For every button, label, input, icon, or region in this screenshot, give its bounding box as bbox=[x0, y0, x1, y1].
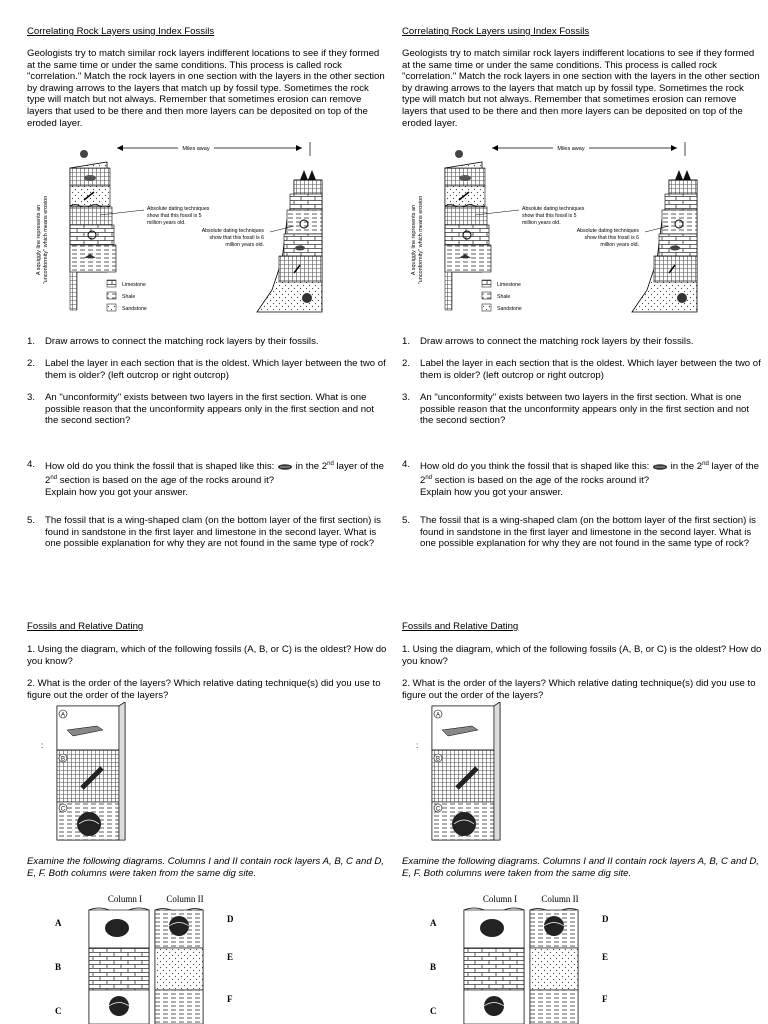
fossil-layers-diagram bbox=[27, 702, 147, 844]
svg-text:C: C bbox=[435, 806, 441, 813]
intro-paragraph-copy: Geologists try to match similar rock layers indifferent locations to see if they formed at the same time or under the same conditions. This process is called rock "correlation." Match the rock layers in one section with the layers in the other section by drawing arrows to the layers that match up by fossil type. Sometimes the rock type will match but not always. Remember that sometimes erosion can remove layers that used to be there and then more layers can be deposited on top of the eroded layer. bbox=[402, 48, 760, 129]
svg-text:million years old.: million years old. bbox=[600, 242, 639, 248]
relative-dating-question-2-copy: 2. What is the order of the layers? Which relative dating technique(s) did you use to figure out the order of the layers? bbox=[402, 678, 756, 701]
svg-text:Miles away: Miles away bbox=[557, 146, 585, 152]
svg-text:Limestone: Limestone bbox=[122, 282, 146, 288]
intro-paragraph: Geologists try to match similar rock layers indifferent locations to see if they formed at the same time or under the same conditions. This process is called rock "correlation." Match the rock layers in one section with the layers in the other section by drawing arrows to the layers that match up by fossil type. Sometimes the rock type will match but not always. Remember that sometimes erosion can remove layers that used to be there and then more layers can be deposited on top of the eroded layer. bbox=[27, 48, 385, 129]
svg-text:Sandstone: Sandstone bbox=[497, 306, 522, 312]
question-2-copy: 2. Label the layer in each section that is the oldest. Which layer between the two of them is older? (left outcrop or right outcrop) bbox=[402, 358, 761, 381]
svg-text:"unconformity" which means ero: "unconformity" which means erosion bbox=[43, 195, 49, 285]
relative-dating-question-1: 1. Using the diagram, which of the following fossils (A, B, or C) is the oldest? How do you know? bbox=[27, 644, 387, 667]
svg-text:F: F bbox=[227, 994, 233, 1004]
side-mark: : bbox=[41, 741, 44, 750]
distance-label: Miles away bbox=[182, 146, 210, 152]
examine-instructions: Examine the following diagrams. Columns I and II contain rock layers A, B, C and D, E, F. Both columns were taken from the same dig site. bbox=[27, 856, 384, 879]
svg-text:show that this fossil is 6: show that this fossil is 6 bbox=[584, 235, 639, 241]
svg-text:A: A bbox=[430, 918, 437, 928]
svg-text::: : bbox=[416, 741, 419, 750]
svg-text:A squiggly line represents an: A squiggly line represents an bbox=[36, 204, 42, 276]
svg-text:F: F bbox=[602, 994, 608, 1004]
svg-text:show that this fossil is 5: show that this fossil is 5 bbox=[522, 213, 577, 219]
svg-text:C: C bbox=[60, 806, 66, 813]
fossil-shape-icon bbox=[652, 463, 668, 471]
unconformity-side-label bbox=[36, 196, 49, 285]
columns-diagram-copy bbox=[402, 888, 632, 1024]
section-title-relative-dating: Fossils and Relative Dating bbox=[27, 621, 144, 632]
question-5: 5. The fossil that is a wing-shaped clam (on the bottom layer of the first section) is found in sandstone in the first layer and limestone in the second layer. What is one possible explanation for why they are not found in the same type of rock? bbox=[27, 515, 381, 550]
question-4-copy: 4. How old do you think the fossil that is shaped like this: in the 2nd layer of the 2nd section is based on the age of the rocks around it? Explain how you got your answer. bbox=[402, 459, 759, 498]
examine-instructions-copy: Examine the following diagrams. Columns I and II contain rock layers A, B, C and D, E, F. Both columns were taken from the same dig site. bbox=[402, 856, 759, 879]
question-4: 4. How old do you think the fossil that is shaped like this: in the 2nd layer of the 2nd section is based on the age of the rocks around it? Explain how you got your answer. bbox=[27, 459, 384, 498]
section-title-relative-dating-copy: Fossils and Relative Dating bbox=[402, 621, 519, 632]
fossil-shape-icon bbox=[277, 463, 293, 471]
svg-text:A squiggly line represents an: A squiggly line represents an bbox=[411, 204, 417, 276]
svg-text:show that this fossil is 5: show that this fossil is 5 bbox=[147, 213, 202, 219]
svg-text:Absolute dating techniques: Absolute dating techniques bbox=[522, 206, 585, 212]
svg-text:Shale: Shale bbox=[122, 294, 136, 300]
svg-text:B: B bbox=[435, 756, 441, 763]
svg-text:show that this fossil is 6: show that this fossil is 6 bbox=[209, 235, 264, 241]
column-1-label: Column I bbox=[107, 894, 143, 904]
svg-text:D: D bbox=[602, 914, 609, 924]
svg-text:million years old.: million years old. bbox=[225, 242, 264, 248]
question-1-copy: 1. Draw arrows to connect the matching rock layers by their fossils. bbox=[402, 336, 694, 347]
svg-text:A: A bbox=[435, 712, 441, 719]
rock-layers-figure-copy bbox=[407, 140, 737, 320]
left-callout bbox=[100, 206, 210, 226]
svg-text:Absolute dating techniques: Absolute dating techniques bbox=[201, 228, 264, 234]
svg-text:million years old.: million years old. bbox=[147, 220, 186, 226]
question-5-copy: 5. The fossil that is a wing-shaped clam (on the bottom layer of the first section) is found in sandstone in the first layer and limestone in the second layer. What is one possible explanation for why they are not found in the same type of rock? bbox=[402, 515, 756, 550]
worksheet-column-left bbox=[27, 0, 389, 1024]
svg-text:Column I: Column I bbox=[482, 894, 518, 904]
svg-text:C: C bbox=[430, 1006, 437, 1016]
right-outcrop bbox=[257, 170, 322, 312]
question-2: 2. Label the layer in each section that is the oldest. Which layer between the two of them is older? (left outcrop or right outcrop) bbox=[27, 358, 386, 381]
rock-legend bbox=[107, 280, 147, 312]
svg-text:Column II: Column II bbox=[541, 894, 579, 904]
worksheet-column-right bbox=[402, 0, 764, 1024]
svg-text:B: B bbox=[60, 756, 66, 763]
page-title-copy: Correlating Rock Layers using Index Fossils bbox=[402, 26, 590, 37]
question-1: 1. Draw arrows to connect the matching rock layers by their fossils. bbox=[27, 336, 319, 347]
svg-text:B: B bbox=[55, 962, 62, 972]
fossil-layers-diagram-copy bbox=[402, 702, 522, 844]
svg-text:E: E bbox=[602, 952, 609, 962]
svg-text:C: C bbox=[55, 1006, 62, 1016]
svg-text:Absolute dating techniques: Absolute dating techniques bbox=[147, 206, 210, 212]
svg-text:"unconformity" which means ero: "unconformity" which means erosion bbox=[418, 195, 424, 285]
columns-diagram bbox=[27, 888, 257, 1024]
svg-text:A: A bbox=[60, 712, 66, 719]
svg-text:D: D bbox=[227, 914, 234, 924]
svg-text:Limestone: Limestone bbox=[497, 282, 521, 288]
rock-layers-figure bbox=[32, 140, 362, 320]
question-3: 3. An "unconformity" exists between two layers in the first section. What is one possible reason that the unconformity appears only in the first section and not the second section? bbox=[27, 392, 375, 427]
question-3-copy: 3. An "unconformity" exists between two layers in the first section. What is one possible reason that the unconformity appears only in the first section and not the second section? bbox=[402, 392, 750, 427]
relative-dating-question-1-copy: 1. Using the diagram, which of the following fossils (A, B, or C) is the oldest? How do you know? bbox=[402, 644, 762, 667]
svg-text:E: E bbox=[227, 952, 234, 962]
svg-text:Absolute dating techniques: Absolute dating techniques bbox=[576, 228, 639, 234]
svg-text:Shale: Shale bbox=[497, 294, 511, 300]
relative-dating-question-2: 2. What is the order of the layers? Which relative dating technique(s) did you use to figure out the order of the layers? bbox=[27, 678, 381, 701]
svg-text:million years old.: million years old. bbox=[522, 220, 561, 226]
svg-text:B: B bbox=[430, 962, 437, 972]
column-2-label: Column II bbox=[166, 894, 204, 904]
right-callout bbox=[202, 226, 294, 248]
svg-text:Sandstone: Sandstone bbox=[122, 306, 147, 312]
svg-text:A: A bbox=[55, 918, 62, 928]
page-title: Correlating Rock Layers using Index Fossils bbox=[27, 26, 215, 37]
